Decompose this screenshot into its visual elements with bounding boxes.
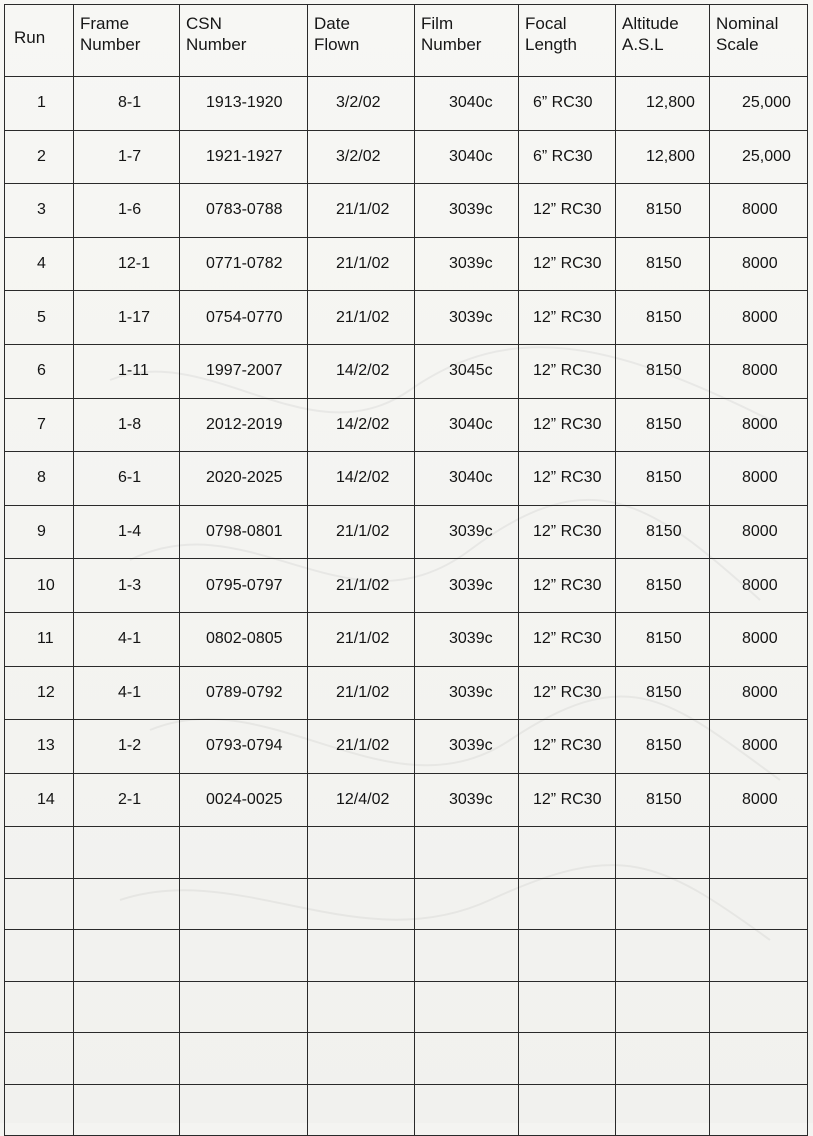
empty-cell <box>710 827 808 879</box>
cell-frame-number: 1-17 <box>74 291 180 345</box>
cell-date-flown: 21/1/02 <box>308 291 415 345</box>
cell-altitude: 8150 <box>616 559 710 613</box>
empty-cell <box>710 930 808 982</box>
cell-focal-length: 12” RC30 <box>519 612 616 666</box>
empty-table-row <box>5 981 808 1033</box>
empty-cell <box>616 981 710 1033</box>
cell-focal-length: 12” RC30 <box>519 505 616 559</box>
header-csn-number-line1: CSN <box>186 14 222 33</box>
cell-date-flown: 12/4/02 <box>308 773 415 827</box>
empty-cell <box>519 1033 616 1085</box>
header-date-flown-line2: Flown <box>314 35 360 54</box>
header-frame-number <box>74 5 180 77</box>
empty-cell <box>5 878 74 930</box>
cell-run: 3 <box>5 184 74 238</box>
cell-film-number: 3040c <box>415 452 519 506</box>
cell-altitude: 8150 <box>616 505 710 559</box>
header-film-number-line1: Film <box>421 14 454 33</box>
empty-cell <box>5 981 74 1033</box>
empty-table-row <box>5 1033 808 1085</box>
header-nominal-scale-line2: Scale <box>716 35 759 54</box>
table-row <box>5 505 808 559</box>
header-date-flown-line1: Date <box>314 14 350 33</box>
empty-cell <box>180 827 308 879</box>
cell-altitude: 8150 <box>616 773 710 827</box>
table-row <box>5 773 808 827</box>
cell-csn-number: 1921-1927 <box>180 130 308 184</box>
cell-date-flown: 21/1/02 <box>308 505 415 559</box>
header-nominal-scale-line1: Nominal <box>716 14 779 33</box>
cell-nominal-scale: 25,000 <box>710 130 808 184</box>
cell-film-number: 3039c <box>415 505 519 559</box>
cell-frame-number: 6-1 <box>74 452 180 506</box>
empty-cell <box>710 1033 808 1085</box>
empty-cell <box>616 827 710 879</box>
header-run <box>5 5 74 77</box>
cell-film-number: 3040c <box>415 77 519 131</box>
empty-cell <box>74 981 180 1033</box>
empty-cell <box>74 827 180 879</box>
cell-date-flown: 14/2/02 <box>308 398 415 452</box>
empty-cell <box>5 930 74 982</box>
header-frame-number-line1: Frame <box>80 14 130 33</box>
empty-cell <box>74 1033 180 1085</box>
empty-cell <box>519 878 616 930</box>
table-row <box>5 184 808 238</box>
empty-cell <box>710 878 808 930</box>
empty-cell <box>616 1033 710 1085</box>
cell-date-flown: 14/2/02 <box>308 452 415 506</box>
cell-nominal-scale: 8000 <box>710 612 808 666</box>
cell-altitude: 8150 <box>616 237 710 291</box>
cell-focal-length: 12” RC30 <box>519 344 616 398</box>
cell-date-flown: 21/1/02 <box>308 559 415 613</box>
cell-date-flown: 3/2/02 <box>308 130 415 184</box>
cell-csn-number: 0793-0794 <box>180 720 308 774</box>
empty-table-row <box>5 1084 808 1136</box>
cell-focal-length: 12” RC30 <box>519 398 616 452</box>
cell-run: 10 <box>5 559 74 613</box>
cell-run: 7 <box>5 398 74 452</box>
empty-cell <box>519 981 616 1033</box>
cell-focal-length: 6” RC30 <box>519 130 616 184</box>
empty-cell <box>180 981 308 1033</box>
cell-altitude: 8150 <box>616 666 710 720</box>
header-run-label: Run <box>14 28 46 47</box>
cell-film-number: 3039c <box>415 291 519 345</box>
cell-nominal-scale: 8000 <box>710 237 808 291</box>
cell-nominal-scale: 8000 <box>710 559 808 613</box>
cell-film-number: 3040c <box>415 130 519 184</box>
empty-cell <box>5 1033 74 1085</box>
cell-frame-number: 1-4 <box>74 505 180 559</box>
empty-cell <box>74 930 180 982</box>
cell-csn-number: 1913-1920 <box>180 77 308 131</box>
table-row <box>5 130 808 184</box>
empty-cell <box>74 1084 180 1136</box>
cell-nominal-scale: 8000 <box>710 505 808 559</box>
empty-cell <box>616 1084 710 1136</box>
table-row <box>5 398 808 452</box>
cell-csn-number: 1997-2007 <box>180 344 308 398</box>
header-altitude-line2: A.S.L <box>622 35 664 54</box>
table-row <box>5 666 808 720</box>
cell-focal-length: 12” RC30 <box>519 720 616 774</box>
cell-date-flown: 21/1/02 <box>308 184 415 238</box>
empty-cell <box>710 1084 808 1136</box>
table-row <box>5 452 808 506</box>
cell-run: 2 <box>5 130 74 184</box>
cell-run: 12 <box>5 666 74 720</box>
cell-run: 6 <box>5 344 74 398</box>
cell-csn-number: 0754-0770 <box>180 291 308 345</box>
empty-cell <box>415 930 519 982</box>
table-row <box>5 77 808 131</box>
cell-altitude: 8150 <box>616 720 710 774</box>
cell-film-number: 3039c <box>415 559 519 613</box>
cell-altitude: 8150 <box>616 398 710 452</box>
empty-cell <box>415 1033 519 1085</box>
empty-cell <box>616 930 710 982</box>
cell-nominal-scale: 8000 <box>710 344 808 398</box>
empty-cell <box>415 827 519 879</box>
table-frame <box>4 4 807 1123</box>
cell-frame-number: 1-7 <box>74 130 180 184</box>
table-header-row <box>5 5 808 77</box>
header-csn-number-line2: Number <box>186 35 247 54</box>
cell-frame-number: 4-1 <box>74 666 180 720</box>
cell-nominal-scale: 8000 <box>710 666 808 720</box>
empty-cell <box>74 878 180 930</box>
empty-cell <box>5 827 74 879</box>
cell-nominal-scale: 8000 <box>710 773 808 827</box>
cell-altitude: 12,800 <box>616 77 710 131</box>
cell-csn-number: 0771-0782 <box>180 237 308 291</box>
header-focal-length <box>519 5 616 77</box>
cell-run: 11 <box>5 612 74 666</box>
cell-run: 14 <box>5 773 74 827</box>
cell-run: 1 <box>5 77 74 131</box>
cell-film-number: 3039c <box>415 666 519 720</box>
cell-frame-number: 12-1 <box>74 237 180 291</box>
cell-run: 9 <box>5 505 74 559</box>
empty-cell <box>5 1084 74 1136</box>
empty-cell <box>180 878 308 930</box>
cell-film-number: 3039c <box>415 720 519 774</box>
header-frame-number-line2: Number <box>80 35 141 54</box>
cell-frame-number: 1-2 <box>74 720 180 774</box>
empty-cell <box>710 981 808 1033</box>
cell-frame-number: 1-6 <box>74 184 180 238</box>
cell-frame-number: 4-1 <box>74 612 180 666</box>
cell-focal-length: 12” RC30 <box>519 452 616 506</box>
cell-date-flown: 21/1/02 <box>308 237 415 291</box>
empty-cell <box>616 878 710 930</box>
cell-altitude: 8150 <box>616 344 710 398</box>
cell-date-flown: 21/1/02 <box>308 720 415 774</box>
cell-focal-length: 12” RC30 <box>519 559 616 613</box>
table-body <box>5 77 808 1136</box>
cell-focal-length: 12” RC30 <box>519 291 616 345</box>
cell-altitude: 12,800 <box>616 130 710 184</box>
cell-csn-number: 0802-0805 <box>180 612 308 666</box>
empty-table-row <box>5 878 808 930</box>
cell-frame-number: 8-1 <box>74 77 180 131</box>
cell-date-flown: 14/2/02 <box>308 344 415 398</box>
cell-csn-number: 0795-0797 <box>180 559 308 613</box>
cell-altitude: 8150 <box>616 452 710 506</box>
table-row <box>5 720 808 774</box>
empty-cell <box>308 1033 415 1085</box>
cell-altitude: 8150 <box>616 184 710 238</box>
table-row <box>5 344 808 398</box>
cell-csn-number: 2012-2019 <box>180 398 308 452</box>
header-altitude <box>616 5 710 77</box>
cell-frame-number: 1-3 <box>74 559 180 613</box>
cell-focal-length: 12” RC30 <box>519 666 616 720</box>
empty-cell <box>519 930 616 982</box>
header-altitude-line1: Altitude <box>622 14 679 33</box>
table-row <box>5 559 808 613</box>
cell-date-flown: 21/1/02 <box>308 666 415 720</box>
header-focal-length-line1: Focal <box>525 14 567 33</box>
empty-cell <box>308 1084 415 1136</box>
empty-cell <box>308 878 415 930</box>
cell-csn-number: 0024-0025 <box>180 773 308 827</box>
cell-date-flown: 3/2/02 <box>308 77 415 131</box>
cell-nominal-scale: 8000 <box>710 291 808 345</box>
cell-nominal-scale: 8000 <box>710 184 808 238</box>
cell-nominal-scale: 8000 <box>710 398 808 452</box>
empty-cell <box>180 930 308 982</box>
header-focal-length-line2: Length <box>525 35 577 54</box>
empty-cell <box>308 930 415 982</box>
empty-cell <box>415 878 519 930</box>
cell-film-number: 3040c <box>415 398 519 452</box>
cell-focal-length: 12” RC30 <box>519 184 616 238</box>
cell-run: 5 <box>5 291 74 345</box>
cell-film-number: 3045c <box>415 344 519 398</box>
cell-csn-number: 2020-2025 <box>180 452 308 506</box>
cell-focal-length: 12” RC30 <box>519 237 616 291</box>
cell-run: 8 <box>5 452 74 506</box>
table-row <box>5 237 808 291</box>
aerial-photo-run-table <box>4 4 808 1136</box>
cell-nominal-scale: 25,000 <box>710 77 808 131</box>
cell-film-number: 3039c <box>415 612 519 666</box>
cell-csn-number: 0798-0801 <box>180 505 308 559</box>
cell-csn-number: 0783-0788 <box>180 184 308 238</box>
header-film-number <box>415 5 519 77</box>
cell-frame-number: 1-11 <box>74 344 180 398</box>
empty-table-row <box>5 930 808 982</box>
cell-focal-length: 12” RC30 <box>519 773 616 827</box>
cell-frame-number: 1-8 <box>74 398 180 452</box>
cell-date-flown: 21/1/02 <box>308 612 415 666</box>
cell-altitude: 8150 <box>616 291 710 345</box>
cell-run: 4 <box>5 237 74 291</box>
cell-altitude: 8150 <box>616 612 710 666</box>
cell-run: 13 <box>5 720 74 774</box>
header-date-flown <box>308 5 415 77</box>
empty-cell <box>415 1084 519 1136</box>
table-row <box>5 612 808 666</box>
header-csn-number <box>180 5 308 77</box>
empty-cell <box>415 981 519 1033</box>
empty-cell <box>519 827 616 879</box>
empty-cell <box>180 1084 308 1136</box>
cell-csn-number: 0789-0792 <box>180 666 308 720</box>
empty-cell <box>308 981 415 1033</box>
header-film-number-line2: Number <box>421 35 482 54</box>
empty-cell <box>519 1084 616 1136</box>
empty-table-row <box>5 827 808 879</box>
cell-frame-number: 2-1 <box>74 773 180 827</box>
cell-film-number: 3039c <box>415 184 519 238</box>
table-row <box>5 291 808 345</box>
cell-focal-length: 6” RC30 <box>519 77 616 131</box>
cell-nominal-scale: 8000 <box>710 452 808 506</box>
header-nominal-scale <box>710 5 808 77</box>
cell-nominal-scale: 8000 <box>710 720 808 774</box>
empty-cell <box>308 827 415 879</box>
cell-film-number: 3039c <box>415 237 519 291</box>
empty-cell <box>180 1033 308 1085</box>
cell-film-number: 3039c <box>415 773 519 827</box>
